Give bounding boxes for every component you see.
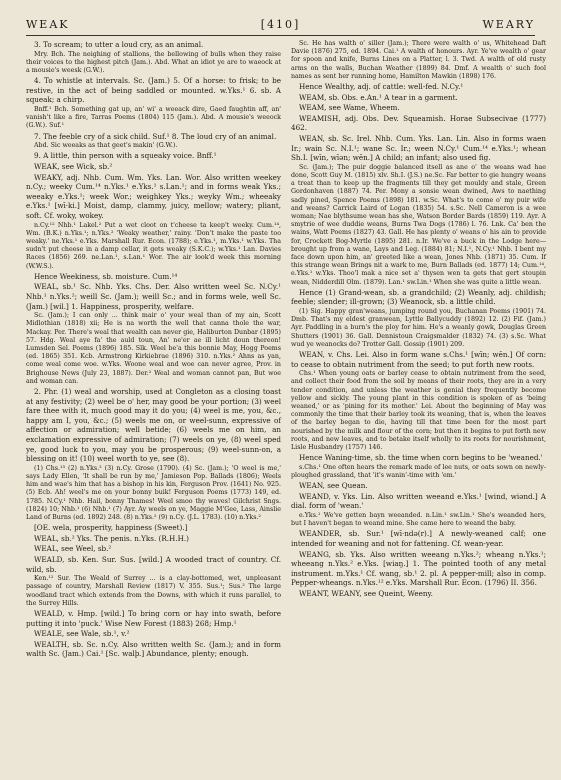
entry-paragraph: WEANDER, sb. Sur.¹ [wī·ndə(r).] A newly-weaned calf; one intended for weaning and not for fattening. Cf. wean-year. xyxy=(291,529,546,549)
citation-text: s.Chs.¹ One often hears the remark made of lee nuts, or oats sown on newly-ploughed grassland, that 'it's wanin'-time with 'em.' xyxy=(291,463,546,480)
entry-paragraph: 4. To whistle at intervals. Sc. (Jam.) 5. Of a horse: to frisk; to be restive, in the act of being saddled or mounted. w.Yks.¹ 6. sb. A squeak; a chirp. xyxy=(26,76,281,105)
citation-text: Bnff.¹ Bch. Something gat up, an' wi' a weeack dire, Gaed faughtin aff, an' vanish't like a fire, Tarras Poems (1804) 115 (Jam.). Abd. A mousie's weeock (G.W.). Suf.¹ xyxy=(26,105,281,130)
entry-paragraph: WEALE, see Wale, sb.¹, v.² xyxy=(34,629,130,639)
running-header xyxy=(26,18,535,34)
entry-paragraph: WEAN, v. Chs. Lei. Also in form wane s.Chs.¹ [wīn; wēn.] Of corn: to cease to obtain nutriment from the seed; to put forth new roots. xyxy=(291,350,546,369)
entry-paragraph: WEAM, see Wame, Wheem. xyxy=(299,103,400,113)
citation-text: n.Cy.¹² Nhb.¹ Lakel.² Put a wet cloot on t'cheese ta keep't weeky. Cum.¹⁴, Wm. (B.K.) n.Yks.¹; n.Yks.² 'Weaky weather,' rainy. 'Don't make the paste too weaky.' ne.Yks.¹ e.Yks. Marshall Rur. Econ. (1788); e.Yks.¹, m.Yks.¹ w.Yks. Tha sudn't put cheese in a damp cellar, it gets weaky (S.K.C.); w.Yks.¹ Lan. Davies Races (1856) 269. ne.Lan.¹, s.Lan.¹ Wor. The air look'd week this morning (W.W.S.). xyxy=(26,221,281,270)
citation-text: Sc. He has walth o' siller (Jam.); There were walth o' us, Whitehead Daft Davie (1876) 275, ed. 1894. Cai.¹ A walth of honours. Ayr. Ye've wealth o' gear for spoon and knife, Burns Lines on a Platter, l. 3. Twd. A walth of old rusty arms on the walls, Buchan Weather (1899) 84. Dmf. A wealth o' such fool names as sent her running home, Hamilton Mawkin (1898) 176. xyxy=(291,40,546,80)
entry-paragraph: [OE. wela, prosperity, happiness (Sweet).] xyxy=(34,523,188,533)
entry-paragraph: WEALD, v. Hmp. [wild.] To bring corn or hay into swath, before putting it into 'puck.' Wise New Forest (1883) 268; Hmp.¹ xyxy=(26,608,281,628)
entry-paragraph: WEALTH, sb. Sc. n.Cy. Also written welth Sc. (Jam.); and in form walth Sc. (Jam.) Cai.¹ [Sc. walþ.] Abundance, plenty; enough. xyxy=(26,639,281,659)
citation-text: Ken.¹² Sur. The Weald of Surrey ... is a clay-bottomed, wet, unpleasant passage of country, Marshall Review (1817) V. 355. Sus.¹; Sus.² The large woodland tract which extends from the Downs, with which it runs parallel, to the Surrey Hills. xyxy=(26,575,281,607)
entry-paragraph: 3. To scream; to utter a loud cry, as an animal. xyxy=(34,40,204,49)
entry-paragraph: WEAL, sb.² Yks. The penis. n.Yks. (R.H.H.) xyxy=(34,533,189,543)
entry-paragraph: WEAL, sb.¹ Sc. Nhb. Yks. Chs. Der. Also written weel Sc. N.Cy.¹ Nhb.¹ n.Yks.²; weill Sc. (Jam.); weill Sc.; and in forms wele, well Sc. (Jam.) [wil.] 1. Happiness, prosperity, welfare. xyxy=(26,282,281,311)
entry-paragraph: WEAK, see Wick, sb.² xyxy=(34,161,113,171)
entry-paragraph: WEAND, v. Yks. Lin. Also written weeand e.Yks.¹ [wind, wiənd.] A dial. form of 'wean.' xyxy=(291,491,546,511)
entry-paragraph: WEAN, see Quean. xyxy=(299,481,368,491)
citation-text: (1) Chs.¹³ (2) n.Yks.² (3) n.Cy. Grose (1790). (4) Sc. (Jam.); 'O weel is me,' says Lady Ellen, 'It shall be run by me,' Jamieson Pop. Ballads (1806); Weels him and wae's him that has a bishop in his kin, Ferguson Prov. (1641) No. 925. (5) Ecb. Ah! weel's me on your bonny buik! Ferguson Poems (1773) 149, ed. 1785. N.Cy.¹ Nhb. Hail, bonny Thames! Weel smoo thy waves! Gilchrist Sngs. (1824) 10; Nhb.¹ (6) Nhb.¹ (7) Ayr. Ay weels on ye, Maggie M'Gee, Lass, Ainslie Land of Burns (ed. 1892) 248. (8) n.Yks.² (9) n.Cy. (J.L. 1783). (10) n.Yks.² xyxy=(26,464,281,521)
entry-paragraph: Hence (1) Grand-wean, sb. a grandchild; (2) Weanly, adj. childish; feeble; slender; ill-grown; (3) Weanock, sb. a little child. xyxy=(291,287,546,307)
page-number: [410] xyxy=(260,18,301,31)
entry-paragraph: Hence Weekiness, sb. moisture. Cum.¹⁴ xyxy=(34,271,178,281)
entry-paragraph: WEANT, WEANY, see Queint, Weeny. xyxy=(299,588,433,598)
entry-paragraph: WEANG, sb. Yks. Also written weeang n.Yks.²; wheang n.Yks.¹; wheeang n.Yks.² e.Yks. [wiaŋ.] 1. The pointed tooth of any metal instrument. m.Yks.¹ Cf. wang, sb.¹ 2. pl. A pepper-mill; also in comp. Pepper-wheangs. n.Yks.¹² e.Yks. Marshall Rur. Econ. (1796) II. 356. xyxy=(291,549,546,588)
header-right-word: WEARY xyxy=(482,18,535,31)
entry-paragraph: 9. A little, thin person with a squeaky voice. Bnff.¹ xyxy=(34,151,217,161)
header-left-word: WEAK xyxy=(26,18,70,31)
header-rule xyxy=(26,35,535,36)
entry-paragraph: WEAN, sb. Sc. Irel. Nhb. Cum. Yks. Lan. Lin. Also in forms waen Ir.; wain Sc. N.I.¹; wane Sc. Ir.; ween N.Cy.¹ Cum.¹⁴ e.Yks.¹; whean Sh.I. [wīn, wīən; wēn.] A child; an infant; also used fig. xyxy=(291,133,546,163)
entry-paragraph: WEAM, sb. Obs. e.An.¹ A tear in a garment. xyxy=(299,92,458,102)
left-column xyxy=(26,40,281,660)
citation-text: (1) Sig. Happy gran'weans, jumping round you, Buchanan Poems (1901) 74. Dmb. That's my eldest granwean, Lyttle Ballycuddy (1892) 12. (2) Fif. (Jam.) Ayr. Paddling in a burn's the ploy for him. He's a weanly gowk, Douglas Green Shutters (1901) 36. Gall. Dennistoun Craigsmalder (1832) 74. (3) s.Sc. What wud ye weanocks do? Trotter Gall. Gossip (1901) 209. xyxy=(291,308,546,348)
citation-text: Abd. Sic weeaks as that geet's makin' (G.W.). xyxy=(34,142,178,150)
right-column xyxy=(291,40,546,600)
entry-paragraph: WEAKY, adj. Nhb. Cum. Wm. Yks. Lan. Wor. Also written weekey n.Cy.; weeky Cum.¹⁴ n.Yks.¹ e.Yks.¹ s.Lan.¹; and in forms weak Yks.; weeaky e.Yks.¹; week Wor.; weighkey Yks.; weyky Wm.; wheeaky e.Yks.¹ [wī·ki.] Moist, damp, clammy, juicy, mellow; watery; pliant, soft. Cf. woky, wokey. xyxy=(26,172,281,220)
entry-paragraph: 2. Phr. (1) weal and worship, used at Congleton as a closing toast at any festivity; (2) weel be o' her, may good be your portion; (3) weel fare thee with it, much good may it do you; (4) weel is me, you, &c., happy am I, you, &c.; (5) weels me on, or weel-sunn, expressive of affection or admiration; well betide; (6) weels me on him, an exclamation expressive of admiration; (7) weels on ye, (8) weel sped ye, good luck to you, may you be prosperous; (9) weel-sunn-on, a blessing on it! (10) weel worth to ye, see (8). xyxy=(26,386,281,464)
citation-text: Chs.¹ When young oats or barley cease to obtain nutriment from the seed, and collect their food from the soil by means of their roots, they are in a very tender condition, and unless the weather is genial they frequently become yellow and sickly. The young plant in this condition is spoken of as 'being weaned,' or as 'pining for its mother.' Lei. About the beginning of May was commonly the time that their barley took its weaning, that is, when the leaves of the barley began to die, having till that time been for the most part nourished by the milk and flour of the corn; but then it begins to put forth new roots, and new leaves, and to betake itself wholly to its roots for nourishment, Lisle Husbandry (1757) 146. xyxy=(291,370,546,452)
citation-text: Sc. (Jam.); I can only ... think mair o' your weal than of my ain, Scott Midlothian (1818) xii; He is na worth the well that canna thole the war, Mackay. Per. There's weal that wealth can never gie, Haliburton Dunbar (1895) 57. Hdg. Weal aye fa' the auld toun, An' ne'er ae ill licht doun thereon! Lumsden Sel. Poems (1896) 185. Slk. Weel be'a this bonnie May, Hogg Poems (ed. 1865) 351. Kcb. Armstrong Kirkiebrae (1896) 310. n.Yks.² Ahns as yan, come weal come woe. w.Yks. Woone weal and woe can never agree, Prov. in Brighouse News (July 23, 1887). Der.² Weal and woman cannot pan, But woe and woman can. xyxy=(26,312,281,385)
entry-paragraph: WEALD, sb. Ken. Sur. Sus. [wild.] A wooded tract of country. Cf. wild, sb. xyxy=(26,554,281,574)
entry-paragraph: WEAMISH, adj. Obs. Dev. Squeamish. Horae Subsecivae (1777) 462. xyxy=(291,113,546,133)
citation-text: e.Yks.¹ We've getten bayn weeanded. n.Lin.¹ sw.Lin.¹ She's weanded hers, but I haven't began to weand mine. She came here to weand the baby. xyxy=(291,512,546,528)
entry-paragraph: Hence Waning-time, sb. the time when corn begins to be 'weaned.' xyxy=(299,453,543,463)
citation-text: Sc. (Jam.); The puir doggie balanced itsell as ane o' the weans wad hae done, Scott Guy M. (1815) xlv. Sh.I. (J.S.) ne.Sc. Far better to gie hungry weans a treat than to keep up the fragments till they get mouldy and stale, Green Gordonhaven (1887) 74. Per. Mony a sonsie wean dwined, Aws to naething sadly pined, Spence Poems (1898) 181. w.Sc. What's to come o' my puir wife and weans? Carrick Laird of Logan (1835) 54. s.Sc. Nell Cameron is a wee woman; Nae blythsume wean has she, Watson Border Bards (1859) 119. Ayr. A smytrie of wee duddie weans, Burns Twa Dogs (1786) l. 76. Lnk. Ca' ben the wains, Watt Poems (1827) 43. Gall. He has plenty o' weans o' his ain to provide for, Crockett Bog-Myrtle (1895) 281. n.Ir. We've a buck in the Lodge here—brought up from a wane, Lays and Leg. (1884) 81; N.I.¹, N.Cy.¹ Nhb. I bent my face down upon him, an' greeted like a wean, Jones Nhb. (1871) 35. Cum. If this strange wean Brings nit a wark to me, Burn Ballads (ed. 1877) 14; Cum.¹⁴, e.Yks.¹ w.Yks. Thoo'l mak a nice set a' thysen wen ta gets that gert stoupin wean, Nidderdill Olm. (1879). Lan.¹ sw.Lin.¹ When she was quite a little wean. xyxy=(291,163,546,286)
entry-paragraph: Hence Wealthy, adj. of cattle: well-fed. N.Cy.¹ xyxy=(299,82,464,92)
citation-text: Mry. Bch. The neighing of stallions, the bellowing of bulls when they raise their voices to the highest pitch (Jam.). Abd. What an idiot ye are to waeock at a mousie's weesk (G.W.). xyxy=(26,50,281,74)
entry-paragraph: 7. The feeble cry of a sick child. Suf.¹ 8. The loud cry of an animal. xyxy=(34,131,277,141)
entry-paragraph: WEAL, see Weel, sb.² xyxy=(34,544,112,554)
